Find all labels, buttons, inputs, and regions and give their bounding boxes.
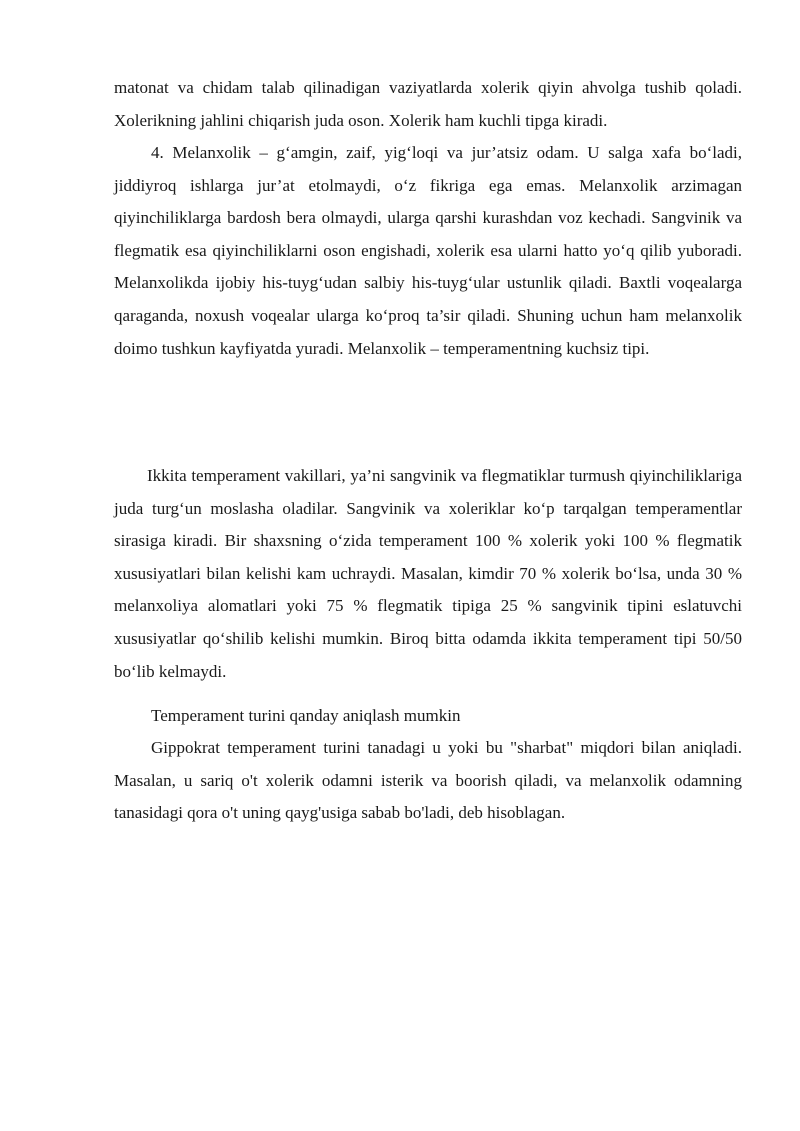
paragraph-temperament-mix: Ikkita temperament vakillari, ya’ni sangvinik va flegmatiklar turmush qiyinchiliklariga juda turg‘un moslasha oladilar. Sangvinik va xoleriklar ko‘p tarqalgan temperamentlar sirasiga kiradi. Bir shaxsning o‘zida temperament 100 % xolerik yoki 100 % flegmatik xususiyatlari bilan kelishi kam uchraydi. Masalan, kimdir 70 % xolerik bo‘lsa, unda 30 % melanxoliya alomatlari yoki 75 % flegmatik tipiga 25 % sangvinik tipini eslatuvchi xususiyatlar qo‘shilib kelishi mumkin. Biroq bitta odamda ikkita temperament tipi 50/50 bo‘lib kelmaydi. bbox=[114, 466, 742, 681]
paragraph-melancholic: 4. Melanxolik – g‘amgin, zaif, yig‘loqi va jur’atsiz odam. U salga xafa bo‘ladi, jiddiyroq ishlarga jur’at etolmaydi, o‘z fikriga ega emas. Melanxolik arzimagan qiyinchiliklarga bardosh bera olmaydi, ularga qarshi kurashdan voz kechadi. Sangvinik va flegmatik esa qiyinchiliklarni oson engishadi, xolerik esa ularni hatto yo‘q qilib yuboradi. Melanxolikda ijobiy his-tuyg‘udan salbiy his-tuyg‘ular ustunlik qiladi. Baxtli voqealarga qaraganda, noxush voqealar ularga ko‘proq ta’sir qiladi. Shuning uchun ham melanxolik doimo tushkun kayfiyatda yuradi. Melanxolik – temperamentning kuchsiz tipi. bbox=[114, 143, 742, 358]
section-heading-temperament-detection: Temperament turini qanday aniqlash mumkin bbox=[151, 706, 461, 725]
paragraph-hippocrates: Gippokrat temperament turini tanadagi u yoki bu "sharbat" miqdori bilan aniqladi. Masalan, u sariq o't xolerik odamni isterik va boorish qiladi, va melanxolik odamning tanasidagi qora o't uning qayg'usiga sabab bo'ladi, deb hisoblagan. bbox=[114, 738, 742, 823]
paragraph-choleric-continuation: matonat va chidam talab qilinadigan vaziyatlarda xolerik qiyin ahvolga tushib qoladi. Xolerikning jahlini chiqarish juda oson. Xolerik ham kuchli tipga kiradi. bbox=[114, 78, 742, 130]
